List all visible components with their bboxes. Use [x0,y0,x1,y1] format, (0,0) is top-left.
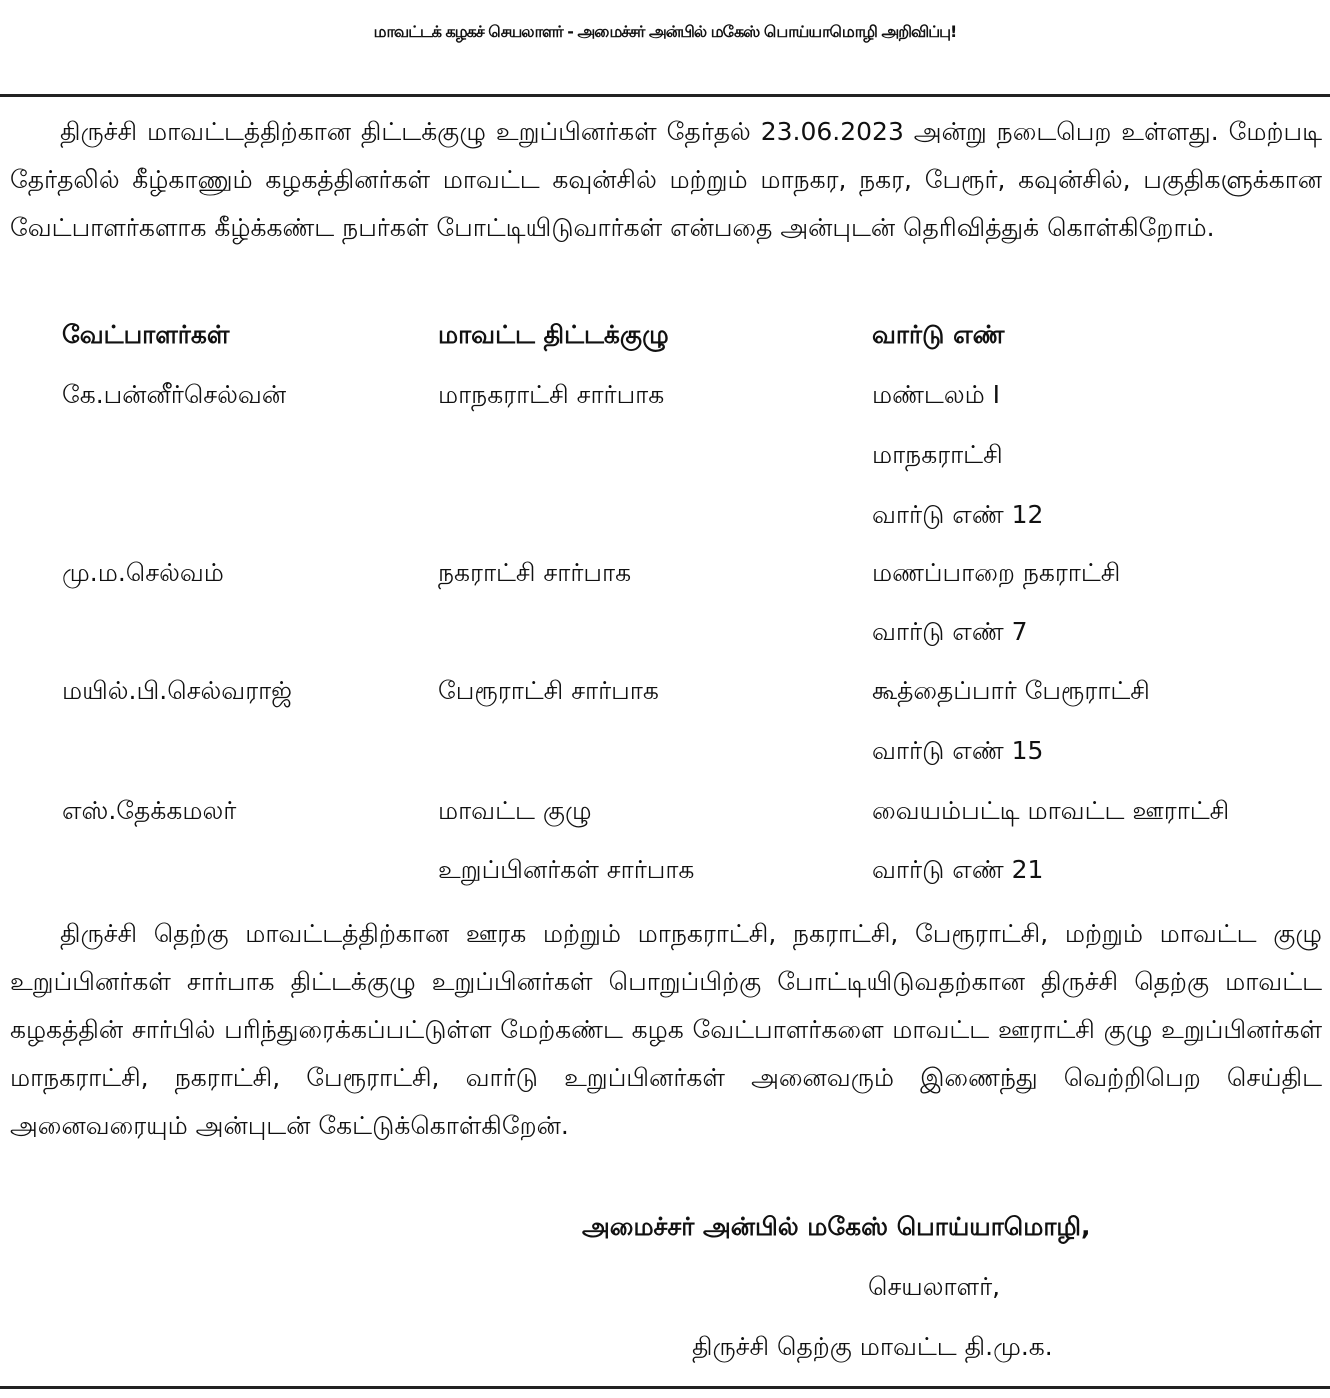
candidate-name: எஸ்.தேக்கமலர் [62,796,237,825]
candidate-committee: மாநகராட்சி சார்பாக [438,380,665,409]
candidate-ward: வார்டு எண் 21 [872,855,1044,884]
appeal-paragraph: திருச்சி தெற்கு மாவட்டத்திற்கான ஊரக மற்றும் மாநகராட்சி, நகராட்சி, பேரூராட்சி, மற்றும் மாவட்ட குழு உறுப்பினர்கள் சார்பாக திட்டக்குழு உறுப்பினர்கள் பொறுப்பிற்கு போட்டியிடுவதற்கான திருச்சி தெற்கு மாவட்ட கழகத்தின் சார்பில் பரிந்துரைக்கப்பட்டுள்ள மேற்கண்ட கழக வேட்பாளர்களை மாவட்ட ஊராட்சி குழு உறுப்பினர்கள் மாநகராட்சி, நகராட்சி, பேரூராட்சி, வார்டு உறுப்பினர்கள் அனைவரும் இணைந்து வெற்றிபெற செய்திட அனைவரையும் அன்புடன் கேட்டுக்கொள்கிறேன். [10,919,1322,1140]
candidate-committee: நகராட்சி சார்பாக [438,558,632,587]
signature-name: அமைச்சர் அன்பில் மகேஸ் பொய்யாமொழி, [582,1212,1091,1241]
footer-divider [0,1386,1330,1389]
candidate-name: மு.ம.செல்வம் [62,558,224,587]
candidate-ward: வையம்பட்டி மாவட்ட ஊராட்சி [872,796,1230,825]
intro-paragraph: திருச்சி மாவட்டத்திற்கான திட்டக்குழு உறுப்பினர்கள் தேர்தல் 23.06.2023 அன்று நடைபெற உள்ளது. மேற்படி தேர்தலில் கீழ்காணும் கழகத்தினர்கள் மாவட்ட கவுன்சில் மற்றும் மாநகர, நகர, பேரூர், கவுன்சில், பகுதிகளுக்கான வேட்பாளர்களாக கீழ்க்கண்ட நபர்கள் போட்டியிடுவார்கள் என்பதை அன்புடன் தெரிவித்துக் கொள்கிறோம். [10,117,1322,242]
page-title: மாவட்டக் கழகச் செயலாளர் - அமைச்சர் அன்பில் மகேஸ் பொய்யாமொழி அறிவிப்பு! [373,22,957,41]
candidate-ward: வார்டு எண் 7 [872,617,1028,646]
column-header-committee: மாவட்ட திட்டக்குழு [438,320,669,349]
header-band [0,0,1330,97]
candidate-ward: மணப்பாறை நகராட்சி [872,558,1121,587]
candidate-ward: மாநகராட்சி [872,440,1003,469]
candidate-ward: வார்டு எண் 12 [872,500,1044,529]
signature-org: திருச்சி தெற்கு மாவட்ட தி.மு.க. [692,1332,1053,1361]
candidate-ward: கூத்தைப்பார் பேரூராட்சி [872,676,1150,705]
candidate-ward: வார்டு எண் 15 [872,736,1044,765]
column-header-candidates: வேட்பாளர்கள் [62,320,230,349]
candidate-committee: பேரூராட்சி சார்பாக [438,676,659,705]
candidate-name: மயில்.பி.செல்வராஜ் [62,676,293,705]
candidate-committee: மாவட்ட குழு [438,796,592,825]
candidate-committee: உறுப்பினர்கள் சார்பாக [438,855,695,884]
column-header-ward: வார்டு எண் [872,320,1005,349]
candidate-ward: மண்டலம் I [872,380,1001,409]
candidate-name: கே.பன்னீர்செல்வன் [62,380,287,409]
signature-role: செயலாளர், [868,1272,1001,1301]
